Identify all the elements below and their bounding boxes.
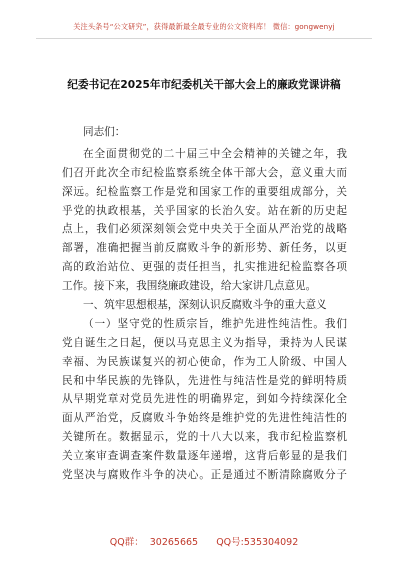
promo-header: 关注头条号“公文研究”，获得最新最全最专业的公文资料库！ 微信：gongwenyj [73, 22, 335, 31]
body-line: 深远。纪检监察工作是党和国家工作的重要组成部分，关 [62, 185, 347, 198]
body-line: 们召开此次全市纪检监察系统全体干部大会，意义重大而 [62, 166, 347, 179]
body-line: 关键所在。数据显示，党的十八大以来，我市纪检监察机 [62, 431, 347, 444]
body-line: 关立案审查调查案件数量逐年递增，这背后彰显的是我们 [62, 450, 347, 463]
body-line: 高的政治站位、更强的责任担当，扎实推进纪检监察各项 [62, 261, 347, 274]
body-line: 部署，准确把握当前反腐败斗争的新形势、新任务，以更 [62, 242, 347, 255]
body-line: 点上，我们必须深刻领会党中央关于全面从严治党的战略 [62, 223, 347, 236]
section-heading: 一、筑牢思想根基，深刻认识反腐败斗争的重大意义 [83, 299, 327, 312]
contact-footer: QQ群： 30265665 QQ号:535304092 [109, 537, 299, 548]
body-line: 乎党的执政根基，关乎国家的长治久安。站在新的历史起 [62, 204, 347, 217]
body-line: 工作。接下来，我围绕廉政建设，给大家讲几点意见。 [62, 280, 317, 293]
salutation: 同志们： [83, 126, 126, 138]
header-divider [36, 38, 372, 39]
body-line: 党自诞生之日起，便以马克思主义为指导，秉持为人民谋 [62, 336, 347, 349]
document-body [62, 123, 347, 485]
document-title: 纪委书记在2025年市纪委机关干部大会上的廉政党课讲稿 [67, 79, 341, 91]
body-line: 面从严治党，反腐败斗争始终是维护党的先进性纯洁性的 [62, 412, 347, 425]
body-line: 党坚决与腐败作斗争的决心。正是通过不断清除腐败分子 [62, 469, 347, 482]
body-line: 在全面贯彻党的二十届三中全会精神的关键之年，我 [83, 147, 347, 160]
body-line: （一）坚守党的性质宗旨，维护先进性纯洁性。我们 [83, 317, 347, 330]
body-line: 民和中华民族的先锋队，先进性与纯洁性是党的鲜明特质 [62, 374, 347, 387]
body-line: 幸福、为民族谋复兴的初心使命，作为工人阶级、中国人 [62, 355, 347, 368]
body-line: 从早期党章对党员先进性的明确界定，到如今持续深化全 [62, 393, 347, 406]
